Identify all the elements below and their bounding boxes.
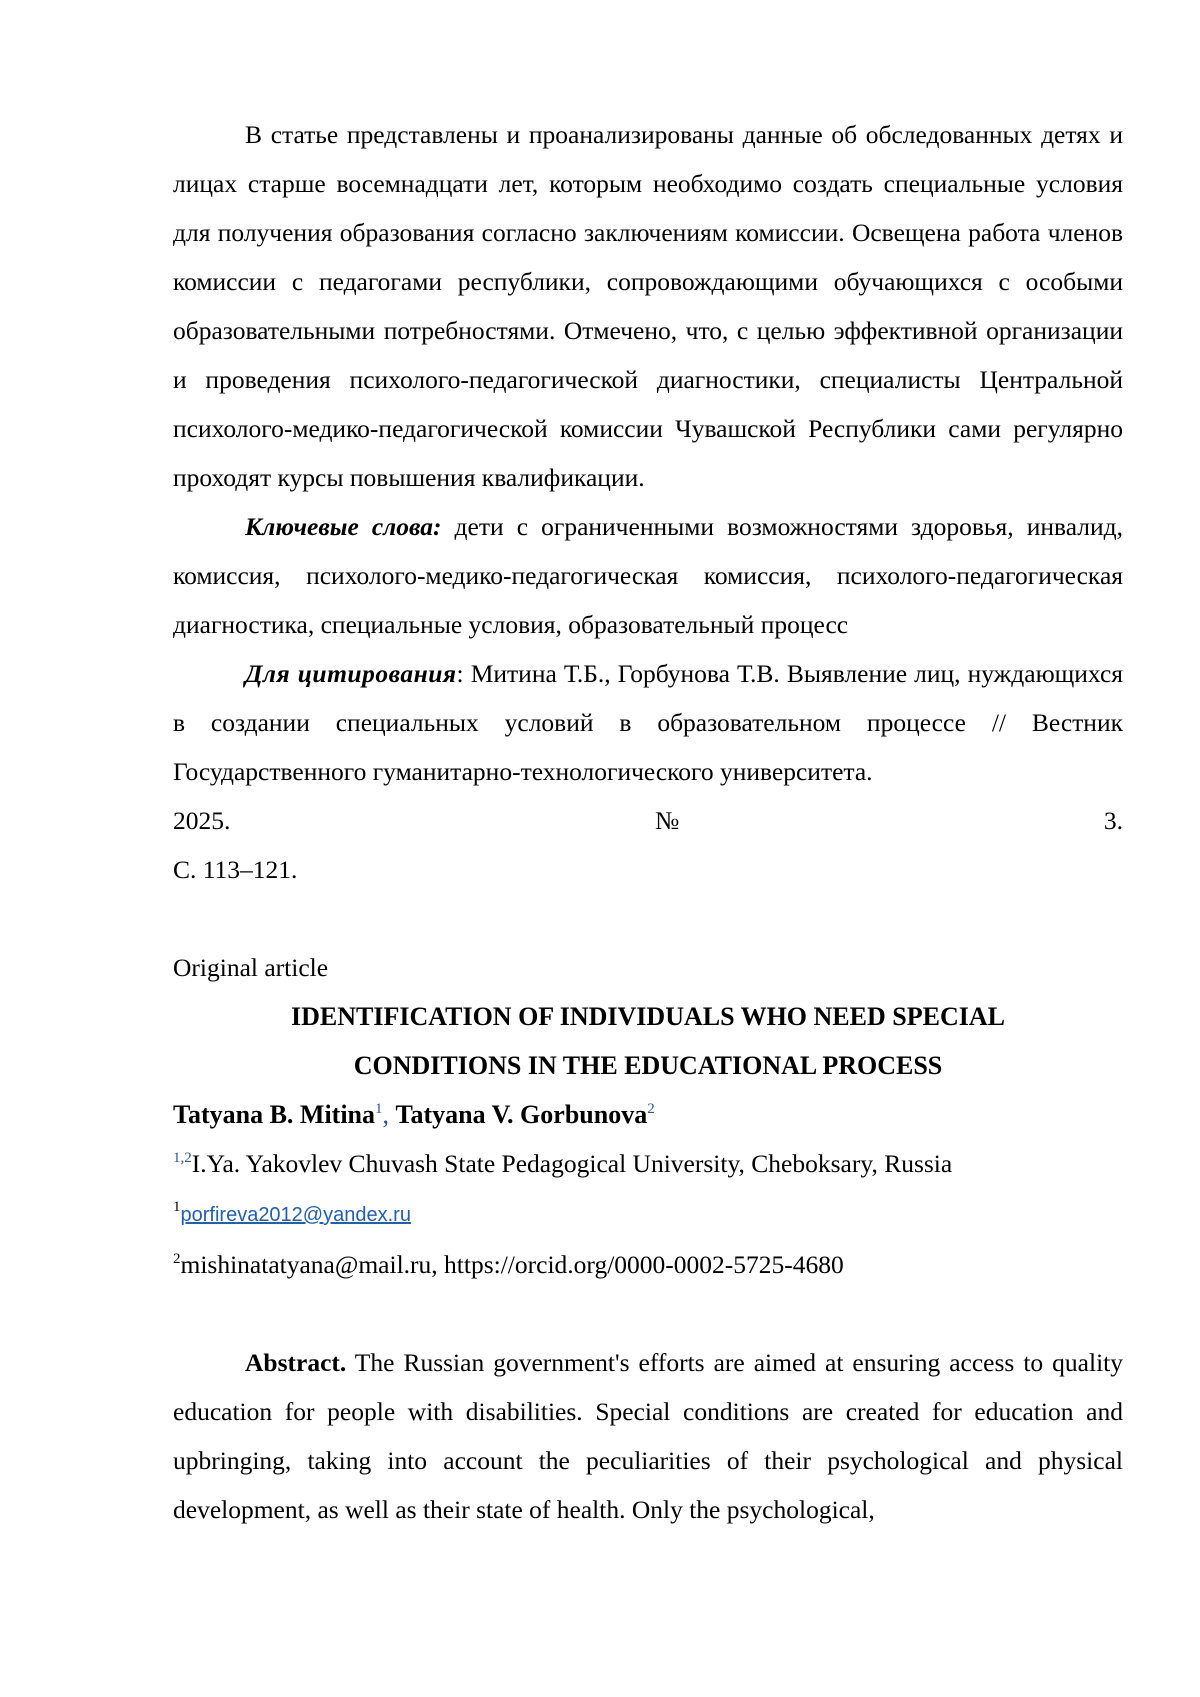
email-2-line	[173, 1240, 1123, 1289]
citation-number: 3.	[1104, 796, 1123, 845]
author-2: Tatyana V. Gorbunova	[396, 1100, 648, 1129]
email-1-line	[173, 1188, 1123, 1240]
author-2-affiliation-mark: 2	[647, 1101, 655, 1117]
paper-page	[173, 110, 1123, 1534]
affiliation-mark: 1,2	[173, 1150, 192, 1166]
citation-block	[173, 649, 1123, 796]
blank-line-2	[173, 1289, 1123, 1338]
blank-line	[173, 894, 1123, 943]
citation-year: 2025.	[173, 796, 230, 845]
author-1: Tatyana B. Mitina	[173, 1100, 375, 1129]
email-1-mark: 1	[173, 1199, 181, 1215]
author-separator: ,	[383, 1100, 396, 1129]
abstract	[173, 1338, 1123, 1534]
article-title-line-1: IDENTIFICATION OF INDIVIDUALS WHO NEED SPECIAL	[173, 992, 1123, 1041]
citation-label: Для цитирования	[245, 659, 457, 688]
keywords-text: дети с ограниченными возможностями здоровья, инвалид, комиссия, психолого-медико-педагогическая комиссия, психолого-педагогическая диагностика, специальные условия, образовательный процесс	[173, 512, 1123, 639]
affiliation: I.Ya. Yakovlev Chuvash State Pedagogical University, Cheboksary, Russia	[192, 1149, 952, 1178]
abstract-label: Abstract.	[245, 1348, 346, 1377]
affiliation-line	[173, 1139, 1123, 1188]
citation-issue-line	[173, 796, 1123, 845]
russian-summary	[173, 110, 1123, 502]
authors-line	[173, 1090, 1123, 1139]
author-1-affiliation-mark: 1	[375, 1101, 383, 1117]
russian-keywords	[173, 502, 1123, 649]
article-type: Original article	[173, 943, 1123, 992]
russian-summary-text: В статье представлены и проанализированы данные об обследованных детях и лицах старше восемнадцати лет, которым необходимо создать специальные условия для получения образования согласно заключениям комиссии. Освещена работа членов комиссии с педагогами республики, сопровождающими обучающихся с особыми образовательными потребностями. Отмечено, что, с целью эффективной организации и проведения психолого-педагогической диагностики, специалисты Центральной психолого-медико-педагогической комиссии Чувашской Республики сами регулярно проходят курсы повышения квалификации.	[173, 120, 1123, 492]
abstract-text: The Russian government's efforts are aimed at ensuring access to quality education for people with disabilities. Special conditions are created for education and upbringing, taking into account the peculiarities of their psychological and physical development, as well as their state of health. Only the psychological,	[173, 1348, 1123, 1524]
article-title-line-2: CONDITIONS IN THE EDUCATIONAL PROCESS	[173, 1041, 1123, 1090]
citation-pages: С. 113–121.	[173, 845, 1123, 894]
email-2-and-orcid: mishinatatyana@mail.ru, https://orcid.org/0000-0002-5725-4680	[181, 1250, 844, 1279]
email-1-link[interactable]: porfireva2012@yandex.ru	[181, 1204, 411, 1226]
citation-number-sign: №	[655, 796, 679, 845]
keywords-label: Ключевые слова:	[245, 512, 441, 541]
email-2-mark: 2	[173, 1251, 181, 1267]
citation-text: : Митина Т.Б., Горбунова Т.В. Выявление лиц, нуждающихся в создании специальных условий в образовательном процессе // Вестник Государственного гуманитарно-технологического университета.	[173, 659, 1123, 786]
